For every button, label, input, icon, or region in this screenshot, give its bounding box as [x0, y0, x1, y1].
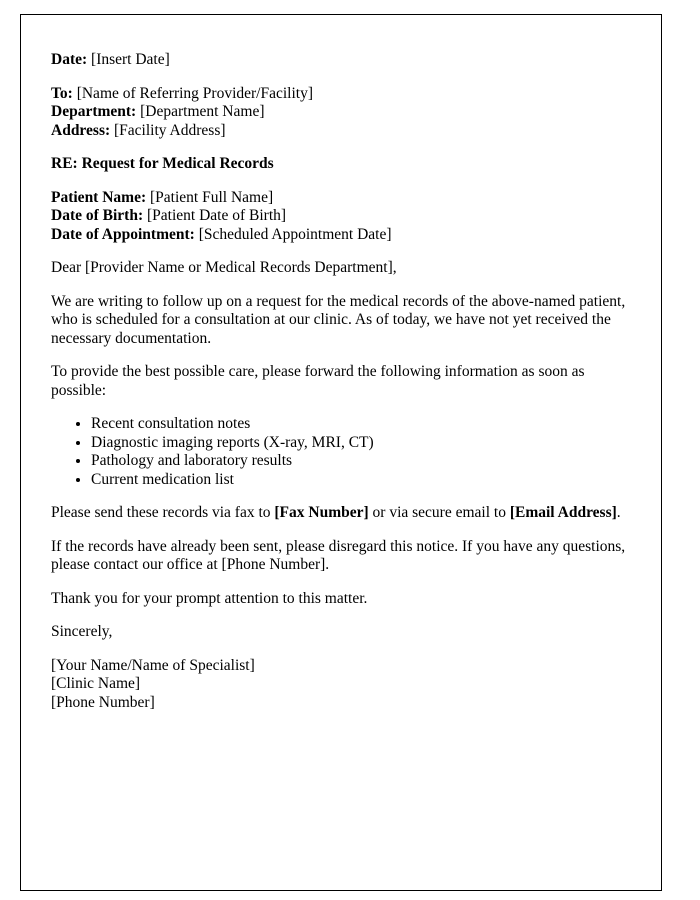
date-line [51, 51, 631, 70]
subject-line: RE: Request for Medical Records [51, 155, 274, 172]
paragraph-send-records [51, 504, 631, 523]
date-block [51, 51, 631, 70]
subject-block [51, 155, 631, 174]
fax-number-placeholder: [Fax Number] [274, 504, 369, 521]
patient-name-label: Patient Name: [51, 188, 147, 206]
to-line [51, 85, 631, 104]
fax-paragraph-text: Please send these records via fax to [51, 504, 275, 521]
fax-paragraph-text: or via secure email to [368, 504, 510, 521]
fax-paragraph-text: . [616, 504, 621, 521]
appointment-date-line [51, 226, 631, 245]
address-line [51, 122, 631, 141]
department-line [51, 103, 631, 122]
appointment-date-label: Date of Appointment: [51, 225, 195, 243]
signature-line: [Phone Number] [51, 693, 155, 711]
department-label: Department: [51, 103, 137, 120]
salutation: Dear [Provider Name or Medical Records Department], [51, 259, 397, 276]
to-value: [Name of Referring Provider/Facility] [72, 84, 314, 102]
date-of-birth-value: [Patient Date of Birth] [143, 207, 287, 224]
bullet-item: • Diagnostic imaging reports (X-ray, MRI, CT) [91, 434, 631, 453]
date-value: [Insert Date] [87, 51, 170, 68]
email-address-placeholder: [Email Address] [509, 504, 617, 521]
signature-line: [Clinic Name] [51, 675, 141, 692]
address-label: Address: [51, 121, 111, 139]
appointment-date-value: [Scheduled Appointment Date] [194, 225, 392, 243]
paragraph-thank-you: Thank you for your prompt attention to this matter. [51, 589, 368, 607]
paragraph-request-info: To provide the best possible care, please forward the following information as soon as possible: [51, 363, 585, 399]
paragraph-disregard-notice: If the records have already been sent, please disregard this notice. If you have any questions, please contact our office at [Phone Number]. [51, 537, 626, 573]
bullet-item: • Current medication list [91, 471, 631, 490]
date-of-birth-line [51, 207, 631, 226]
department-value: [Department Name] [136, 103, 265, 120]
letter-page [20, 14, 662, 891]
signature-block [51, 657, 631, 713]
signature-line: [Your Name/Name of Specialist] [51, 656, 255, 674]
patient-name-line [51, 189, 631, 208]
address-value: [Facility Address] [110, 121, 226, 139]
to-label: To: [51, 84, 73, 102]
closing: Sincerely, [51, 623, 113, 640]
bullet-item: • Pathology and laboratory results [91, 452, 631, 471]
patient-block [51, 189, 631, 245]
bullet-list [51, 415, 631, 489]
paragraph-follow-up: We are writing to follow up on a request for the medical records of the above-named patient, who is scheduled for a consultation at our clinic. As of today, we have not yet received the necessary documentation. [51, 292, 626, 347]
bullet-item: • Recent consultation notes [91, 415, 631, 434]
date-of-birth-label: Date of Birth: [51, 207, 144, 224]
date-label: Date: [51, 51, 88, 68]
recipient-block [51, 85, 631, 141]
patient-name-value: [Patient Full Name] [146, 188, 274, 206]
